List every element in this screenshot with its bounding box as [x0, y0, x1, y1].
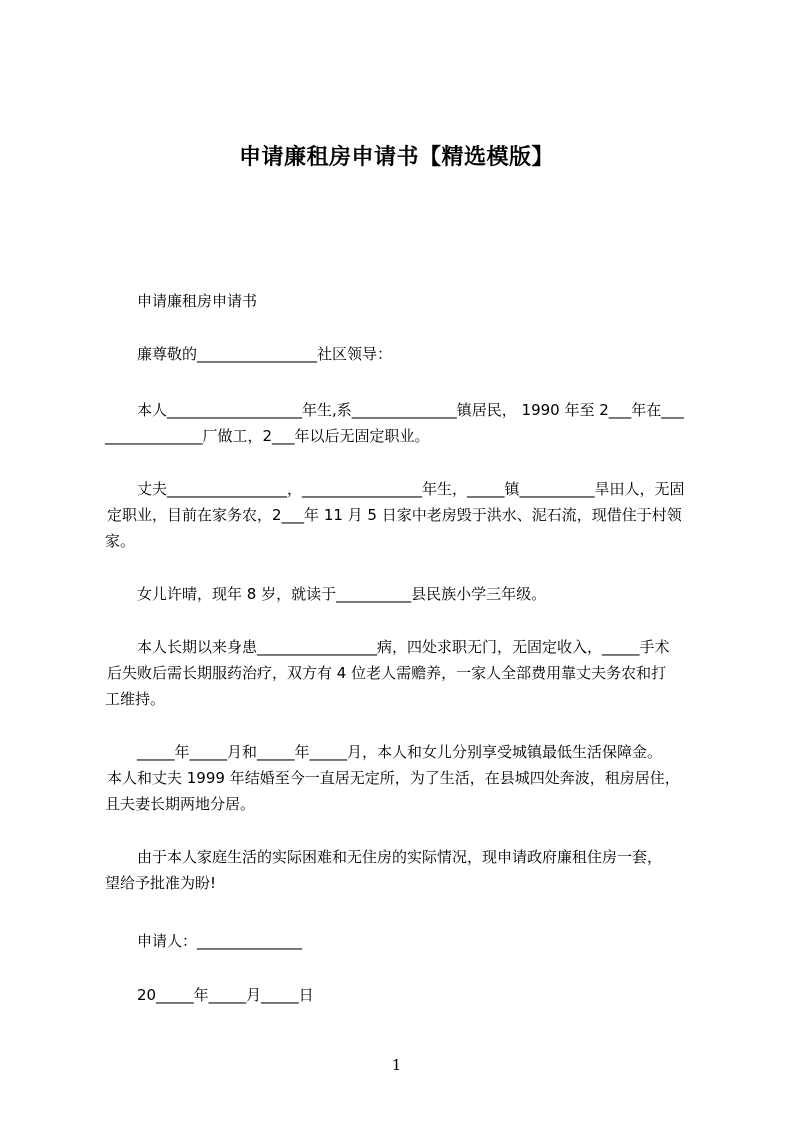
- paragraph-line: 本人和丈夫 1999 年结婚至今一直居无定所，为了生活，在县城四处奔波，租房居住，: [107, 769, 680, 787]
- paragraph-line: 家。: [105, 532, 136, 550]
- paragraph-line: 女儿许晴，现年 8 岁，就读于__________县民族小学三年级。: [137, 585, 547, 603]
- paragraph-line: 定职业，目前在家务农，2___年 11 月 5 日家中老房毁于洪水、泥石流，现借住于村领: [107, 506, 682, 524]
- paragraph-line: 后失败后需长期服药治疗，双方有 4 位老人需赡养，一家人全部费用靠丈夫务农和打: [107, 664, 667, 682]
- date-line: 20_____年_____月_____日: [137, 986, 314, 1004]
- paragraph-line: _____________厂做工，2___年以后无固定职业。: [105, 427, 430, 445]
- paragraph-line: 丈夫________________，________________年生，_____镇__________旱田人，无固: [137, 480, 685, 498]
- applicant-signature: 申请人：______________: [137, 932, 303, 950]
- paragraph-line: 望给予批准为盼!: [105, 874, 217, 892]
- paragraph-line: 本人长期以来身患________________病，四处求职无门，无固定收入，_____手术: [137, 638, 670, 656]
- page-number: 1: [391, 1056, 402, 1074]
- paragraph-line: 且夫妻长期两地分居。: [105, 795, 256, 813]
- document-title: 申请廉租房申请书【精选模版】: [238, 145, 554, 170]
- paragraph-line: 由于本人家庭生活的实际困难和无住房的实际情况，现申请政府廉租住房一套，: [137, 848, 663, 866]
- salutation: 廉尊敬的________________社区领导：: [137, 345, 393, 363]
- paragraph-line: 本人__________________年生,系______________镇居民， 1990 年至 2___年在___: [137, 401, 684, 419]
- paragraph-line: _____年_____月和_____年_____月，本人和女儿分别享受城镇最低生活保障金。: [137, 743, 663, 761]
- paragraph-line: 工维持。: [105, 690, 166, 708]
- doc-heading: 申请廉租房申请书: [137, 292, 258, 310]
